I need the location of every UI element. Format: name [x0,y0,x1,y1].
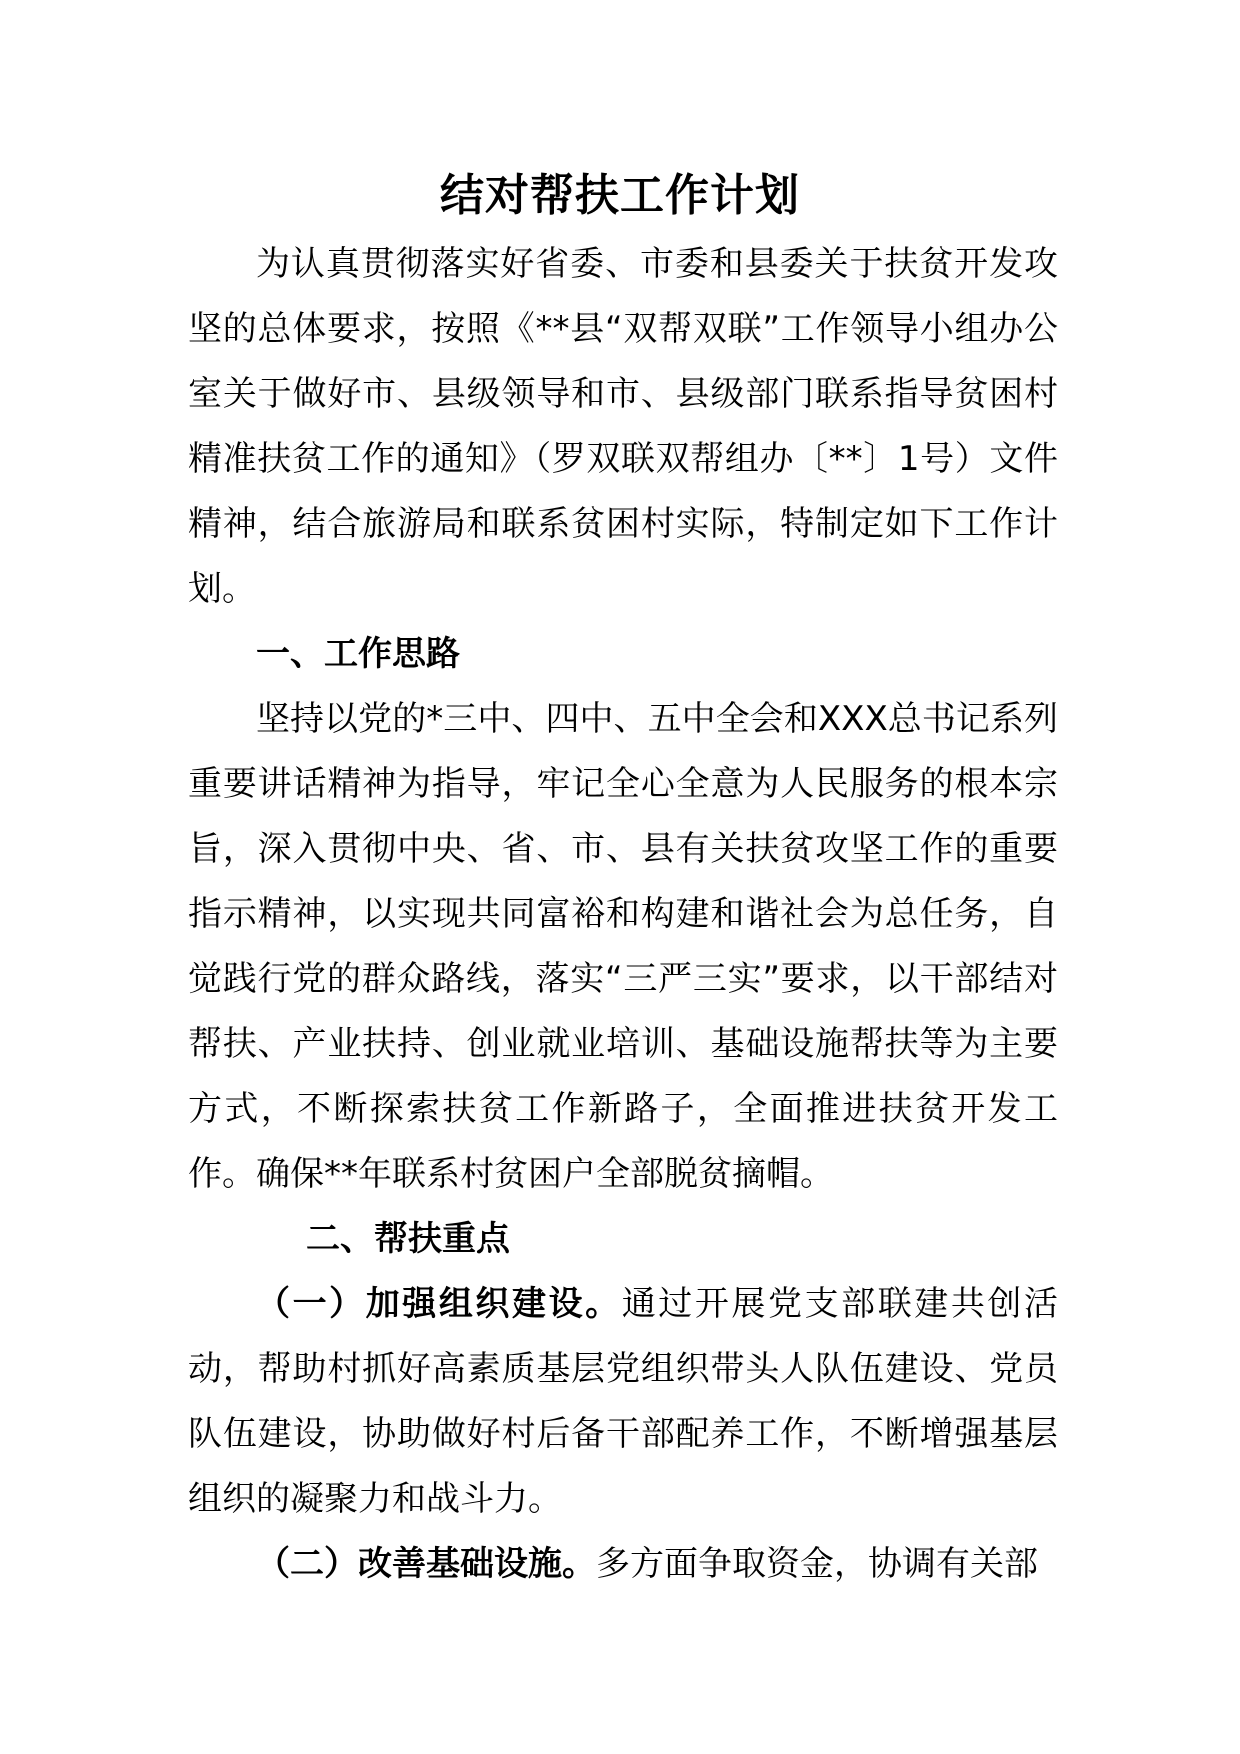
item1-paragraph [188,1272,1058,1532]
section1-heading: 一、工作思路 [256,634,460,674]
item2-title: （二）改善基础设施。 [256,1544,596,1584]
item1-body: 通过开展党支部联建共创活动，帮助村抓好高素质基层党组织带头人队伍建设、党员队伍建设，协助做好村后备干部配养工作，不断增强基层组织的凝聚力和战斗力。 [188,1284,1059,1519]
intro-paragraph: 为认真贯彻落实好省委、市委和县委关于扶贫开发攻坚的总体要求，按照《**县“双帮双联”工作领导小组办公室关于做好市、县级领导和市、县级部门联系指导贫困村精准扶贫工作的通知》（罗双联双帮组办〔**〕1号）文件精神，结合旅游局和联系贫困村实际，特制定如下工作计划。 [188,244,1058,609]
item2-paragraph [188,1532,1058,1597]
section1-paragraph: 坚持以党的*三中、四中、五中全会和XXX总书记系列重要讲话精神为指导，牢记全心全意为人民服务的根本宗旨，深入贯彻中央、省、市、县有关扶贫攻坚工作的重要指示精神，以实现共同富裕和构建和谐社会为总任务，自觉践行党的群众路线，落实“三严三实”要求，以干部结对帮扶、产业扶持、创业就业培训、基础设施帮扶等为主要方式，不断探索扶贫工作新路子，全面推进扶贫开发工作。确保**年联系村贫困户全部脱贫摘帽。 [188,699,1058,1194]
section2-heading: 二、帮扶重点 [306,1219,510,1259]
item2-body: 多方面争取资金，协调有关部 [596,1544,1038,1584]
document-title: 结对帮扶工作计划 [440,170,800,221]
document-body [188,232,1058,1597]
item1-title: （一）加强组织建设。 [256,1284,622,1324]
